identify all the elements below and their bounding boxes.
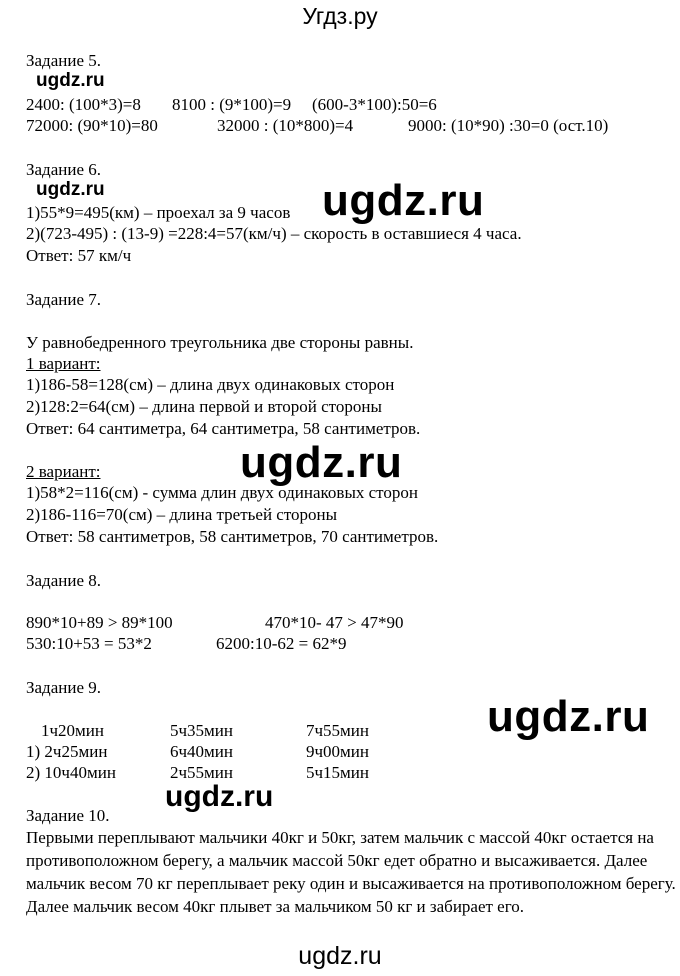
task7-v1-answer: Ответ: 64 сантиметра, 64 сантиметра, 58 сантиметров. <box>26 419 421 438</box>
task5-title: Задание 5. <box>26 51 101 70</box>
task8-comparison: 530:10+53 = 53*2 <box>26 634 152 653</box>
task7-v2-answer: Ответ: 58 сантиметров, 58 сантиметров, 70 сантиметров. <box>26 527 439 546</box>
task7-variant1-title: 1 вариант: <box>26 354 101 373</box>
task5-expr: 32000 : (10*800)=4 <box>217 116 354 135</box>
watermark-large: ugdz.ru <box>487 692 650 741</box>
task7-title: Задание 7. <box>26 290 101 309</box>
task7-v1-step2: 2)128:2=64(см) – длина первой и второй стороны <box>26 397 382 416</box>
task10-title: Задание 10. <box>26 806 110 825</box>
task9-cell: 9ч00мин <box>306 742 370 761</box>
task8-comparison: 470*10- 47 > 47*90 <box>265 613 404 632</box>
site-title: Угдз.ру <box>302 3 378 29</box>
task8-title: Задание 8. <box>26 571 101 590</box>
task9-cell: 1ч20мин <box>41 721 105 740</box>
task9-cell: 6ч40мин <box>170 742 234 761</box>
task10-text: Первыми переплывают мальчики 40кг и 50кг, затем мальчик с массой 40кг остается на противоположном берегу, а мальчик массой 50кг едет обратно и высаживается. Далее мальчик весом 70 кг переплывает реку один и высаживается на противоположном берегу. Далее мальчик весом 40кг плывет за мальчиком 50 кг и забирает его. <box>26 828 676 916</box>
task6-step2: 2)(723-495) : (13-9) =228:4=57(км/ч) – скорость в оставшиеся 4 часа. <box>26 224 522 243</box>
task7-v2-step1: 1)58*2=116(см) - сумма длин двух одинаковых сторон <box>26 483 418 502</box>
task7-v2-step2: 2)186-116=70(см) – длина третьей стороны <box>26 505 338 524</box>
watermark-footer: ugdz.ru <box>298 942 382 970</box>
watermark-medium: ugdz.ru <box>165 780 274 813</box>
task5-expr: 72000: (90*10)=80 <box>26 116 158 135</box>
task5-expr: 2400: (100*3)=8 <box>26 95 141 114</box>
task6-answer: Ответ: 57 км/ч <box>26 246 132 265</box>
task9-cell: 2ч55мин <box>170 763 234 782</box>
task5-expr: 9000: (10*90) :30=0 (ост.10) <box>408 116 609 135</box>
task8-comparison: 890*10+89 > 89*100 <box>26 613 173 632</box>
task5-expr: 8100 : (9*100)=9 <box>172 95 292 114</box>
watermark-large: ugdz.ru <box>322 176 485 225</box>
task5-expr: (600-3*100):50=6 <box>312 95 437 114</box>
task9-cell: 1) 2ч25мин <box>26 742 108 761</box>
task7-variant2-title: 2 вариант: <box>26 462 101 481</box>
task9-cell: 2) 10ч40мин <box>26 763 116 782</box>
watermark-small: ugdz.ru <box>36 179 105 200</box>
watermark-small: ugdz.ru <box>36 70 105 91</box>
task9-title: Задание 9. <box>26 678 101 697</box>
task9-cell: 7ч55мин <box>306 721 370 740</box>
task8-comparison: 6200:10-62 = 62*9 <box>216 634 347 653</box>
task6-title: Задание 6. <box>26 160 101 179</box>
task7-v1-step1: 1)186-58=128(см) – длина двух одинаковых сторон <box>26 375 395 394</box>
task6-step1: 1)55*9=495(км) – проехал за 9 часов <box>26 203 291 222</box>
watermark-large: ugdz.ru <box>240 438 403 487</box>
task9-cell: 5ч15мин <box>306 763 370 782</box>
task9-cell: 5ч35мин <box>170 721 234 740</box>
task7-intro: У равнобедренного треугольника две стороны равны. <box>26 333 414 352</box>
